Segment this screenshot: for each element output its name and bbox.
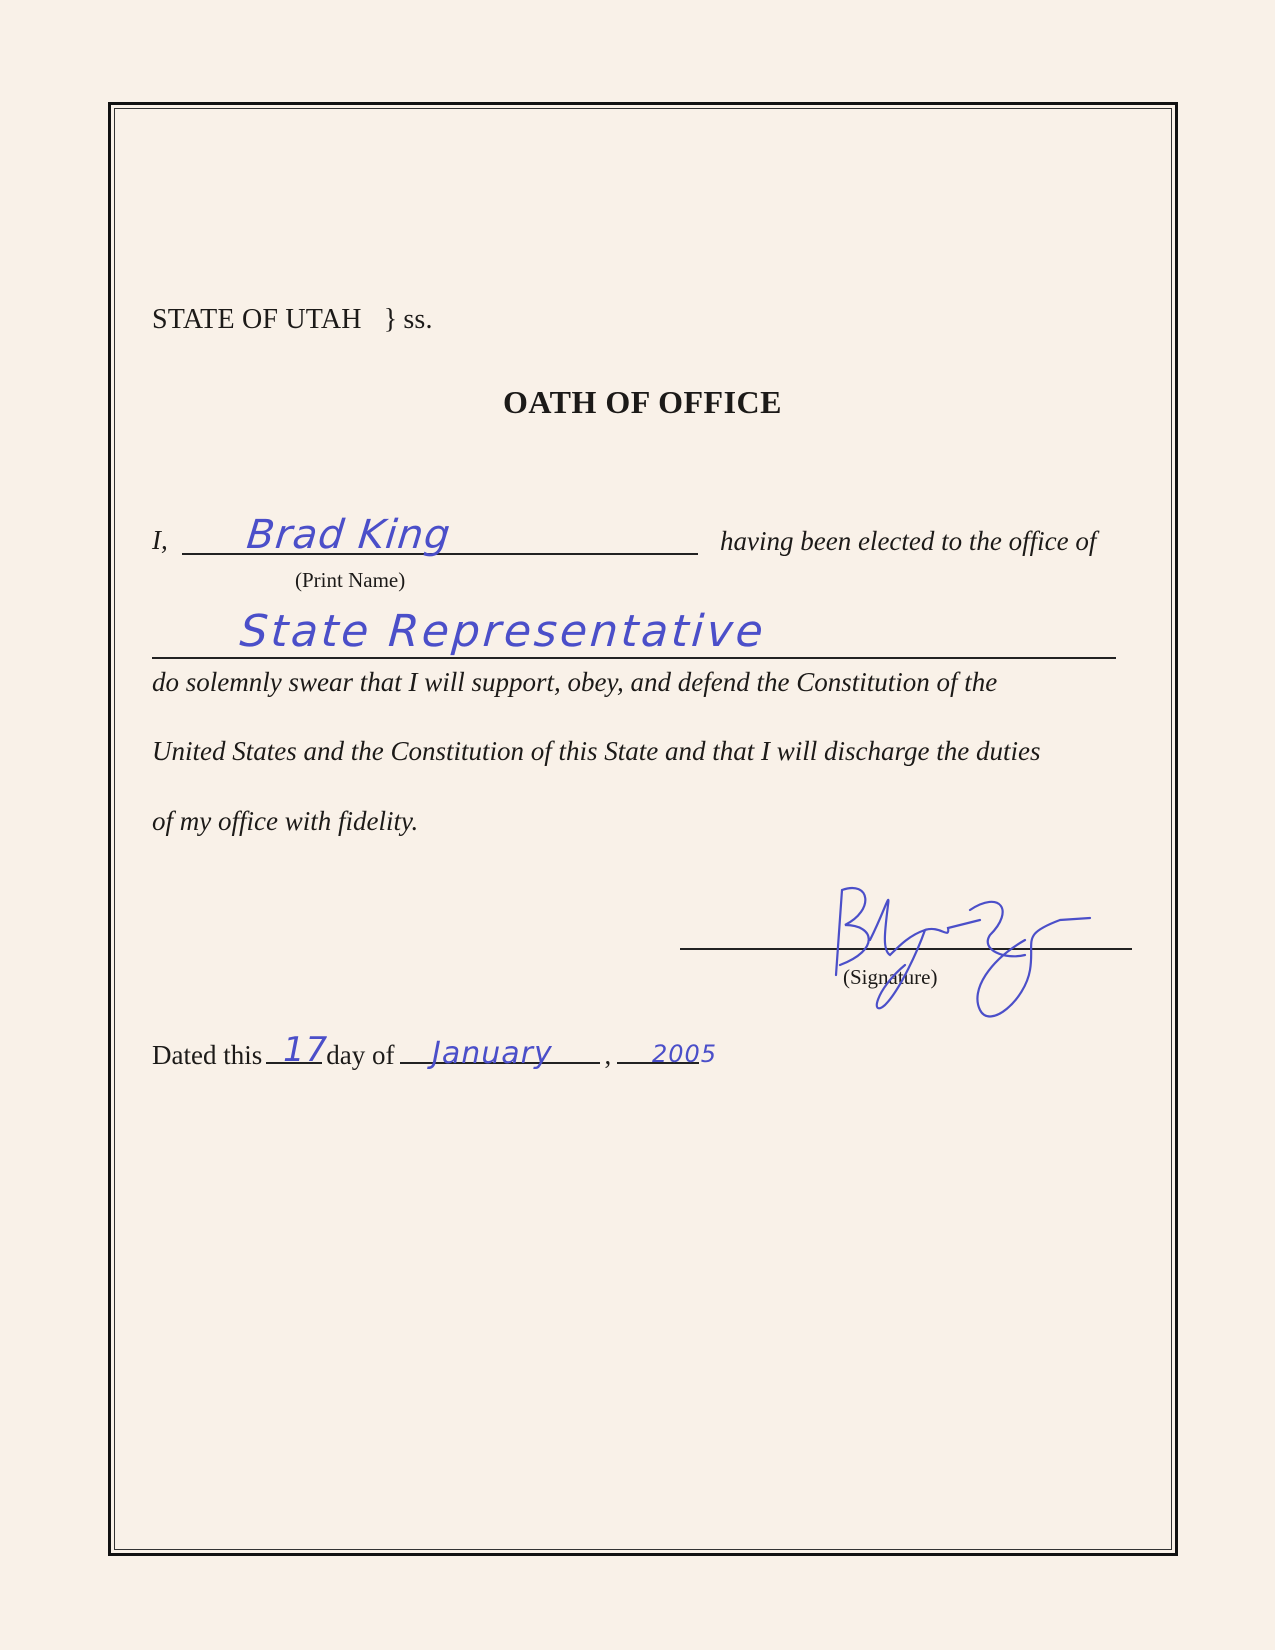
signature-label: (Signature) bbox=[843, 965, 938, 989]
dated-day-of: day of bbox=[326, 1040, 395, 1070]
signature-stroke-2 bbox=[870, 900, 925, 1008]
handwritten-month: January bbox=[432, 1036, 553, 1071]
dated-prefix: Dated this bbox=[152, 1040, 263, 1070]
oath-line-3: of my office with fidelity. bbox=[152, 806, 419, 836]
signature-stroke-1 bbox=[836, 888, 869, 975]
state-header bbox=[152, 304, 433, 336]
state-label: STATE OF UTAH bbox=[152, 304, 362, 335]
handwritten-signature bbox=[830, 880, 1100, 1030]
ss-label: ss. bbox=[403, 304, 433, 335]
page-title: OATH OF OFFICE bbox=[503, 384, 782, 420]
i-label: I, bbox=[152, 525, 168, 555]
handwritten-year: 2005 bbox=[652, 1040, 718, 1068]
handwritten-name: Brad King bbox=[244, 512, 454, 558]
having-elected-text: having been elected to the office of bbox=[720, 526, 1097, 556]
office-field-line bbox=[152, 657, 1116, 659]
oath-line-1: do solemnly swear that I will support, obey, and defend the Constitution of the bbox=[152, 667, 998, 697]
brace-symbol: } bbox=[383, 304, 398, 335]
signature-stroke-4 bbox=[977, 918, 1090, 1016]
oath-line-2: United States and the Constitution of this State and that I will discharge the duties bbox=[152, 736, 1041, 766]
dated-line bbox=[152, 1040, 699, 1071]
print-name-label: (Print Name) bbox=[295, 568, 406, 592]
signature-stroke-3 bbox=[925, 902, 1025, 956]
dated-comma: , bbox=[604, 1040, 612, 1070]
handwritten-office: State Representative bbox=[238, 606, 768, 657]
handwritten-day: 17 bbox=[283, 1030, 329, 1070]
